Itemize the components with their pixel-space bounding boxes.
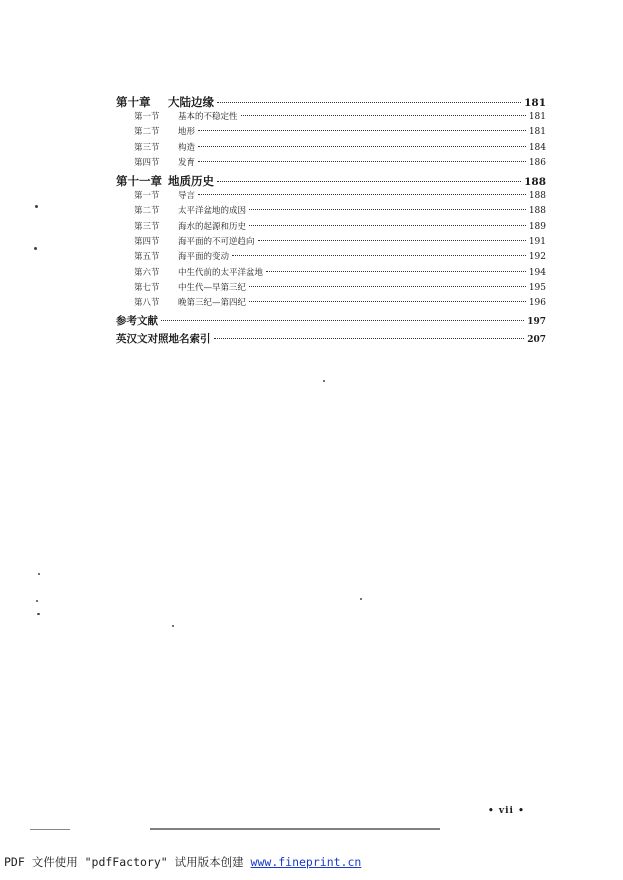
dot-leader xyxy=(249,209,526,210)
dot-leader xyxy=(249,225,526,226)
pdf-footer xyxy=(4,854,361,870)
toc-entry-title: 海平面的不可逆趋向 xyxy=(178,237,255,248)
scan-artifact-line xyxy=(150,828,440,830)
toc-section-row[interactable] xyxy=(116,250,546,265)
toc-entry-number: 第八节 xyxy=(134,298,160,309)
table-of-contents xyxy=(116,94,546,348)
toc-section-row[interactable] xyxy=(116,266,546,281)
toc-page-number: 184 xyxy=(528,142,546,153)
scan-speck xyxy=(35,205,38,208)
toc-section-row[interactable] xyxy=(116,156,546,171)
dot-leader xyxy=(232,255,526,256)
scan-speck xyxy=(36,600,38,602)
toc-entry-number: 第二节 xyxy=(134,206,160,217)
toc-section-row[interactable] xyxy=(116,204,546,219)
dot-leader xyxy=(198,130,526,131)
dot-leader xyxy=(249,301,526,302)
toc-page-number: 188 xyxy=(528,191,546,202)
toc-entry-number: 第一节 xyxy=(134,112,160,122)
toc-entry-title: 海水的起源和历史 xyxy=(178,221,247,232)
toc-page-number: 194 xyxy=(528,267,546,278)
toc-section-row[interactable] xyxy=(116,141,546,156)
dot-leader xyxy=(217,102,521,103)
scan-speck xyxy=(38,573,40,575)
toc-entry-number: 第七节 xyxy=(134,282,160,293)
toc-entry-number: 第四节 xyxy=(134,237,160,248)
toc-entry-title: 基本的不稳定性 xyxy=(178,112,238,122)
toc-page-number: 191 xyxy=(528,237,546,248)
dot-leader xyxy=(249,286,526,287)
toc-page-number: 189 xyxy=(528,221,546,232)
scan-speck xyxy=(360,598,362,600)
toc-entry-number: 第三节 xyxy=(134,142,160,153)
toc-entry-title: 发育 xyxy=(178,157,196,168)
scan-speck xyxy=(323,380,325,382)
toc-entry-title: 导言 xyxy=(178,191,196,202)
toc-entry-title: 大陆边缘 xyxy=(168,95,214,109)
toc-entry-number: 第三节 xyxy=(134,221,160,232)
dot-leader xyxy=(241,115,526,116)
toc-page-number: 181 xyxy=(524,97,546,109)
toc-section-row[interactable] xyxy=(116,125,546,140)
toc-chapter-row[interactable] xyxy=(116,331,546,348)
toc-page-number: 188 xyxy=(524,176,546,189)
dot-leader xyxy=(214,338,525,339)
toc-page-number: 207 xyxy=(527,334,546,345)
dot-leader xyxy=(217,181,521,182)
toc-entry-number: 第十章 xyxy=(116,95,151,109)
toc-entry-number: 第十一章 xyxy=(116,174,162,189)
toc-entry-number: 第六节 xyxy=(134,267,160,278)
toc-entry-title: 太平洋盆地的成因 xyxy=(178,206,247,217)
dot-leader xyxy=(198,161,526,162)
toc-page-number: 188 xyxy=(528,206,546,217)
toc-page-number: 195 xyxy=(528,282,546,293)
toc-entry-title: 中生代—早第三纪 xyxy=(178,282,247,293)
footer-link[interactable]: www.fineprint.cn xyxy=(250,855,362,869)
dot-leader xyxy=(258,240,526,241)
toc-page-number: 181 xyxy=(528,112,546,122)
toc-page-number: 181 xyxy=(528,127,546,138)
dot-leader xyxy=(198,194,526,195)
dot-leader xyxy=(198,146,526,147)
scan-speck xyxy=(172,625,174,627)
toc-entry-title: 参考文献 xyxy=(116,314,158,327)
toc-section-row[interactable] xyxy=(116,189,546,204)
scan-speck xyxy=(34,247,37,250)
footer-text: PDF 文件使用 "pdfFactory" 试用版本创建 xyxy=(4,855,251,869)
toc-page-number: 192 xyxy=(528,252,546,263)
toc-entry-number: 第五节 xyxy=(134,252,160,263)
toc-entry-title: 晚第三纪—第四纪 xyxy=(178,298,247,309)
toc-section-row[interactable] xyxy=(116,110,546,125)
toc-page-number: 197 xyxy=(527,316,546,327)
toc-page-number: 186 xyxy=(528,157,546,168)
toc-section-row[interactable] xyxy=(116,220,546,235)
scan-speck xyxy=(37,613,40,615)
toc-chapter-row[interactable] xyxy=(116,94,546,110)
scan-artifact-line xyxy=(30,829,70,830)
toc-entry-title: 构造 xyxy=(178,142,196,153)
toc-section-row[interactable] xyxy=(116,296,546,311)
toc-entry-title: 地质历史 xyxy=(168,174,214,189)
page-number: • vii • xyxy=(488,806,525,816)
toc-section-row[interactable] xyxy=(116,281,546,296)
toc-section-row[interactable] xyxy=(116,235,546,250)
dot-leader xyxy=(161,320,524,321)
toc-entry-number: 第一节 xyxy=(134,191,160,202)
toc-entry-number: 第二节 xyxy=(134,127,160,138)
toc-entry-number: 第四节 xyxy=(134,157,160,168)
toc-entry-title: 中生代前的太平洋盆地 xyxy=(178,267,264,278)
toc-entry-title: 英汉文对照地名索引 xyxy=(116,332,211,345)
toc-entry-title: 地形 xyxy=(178,127,196,138)
toc-entry-title: 海平面的变动 xyxy=(178,252,230,263)
toc-chapter-row[interactable] xyxy=(116,173,546,189)
toc-chapter-row[interactable] xyxy=(116,313,546,330)
dot-leader xyxy=(266,271,526,272)
toc-page-number: 196 xyxy=(528,298,546,309)
